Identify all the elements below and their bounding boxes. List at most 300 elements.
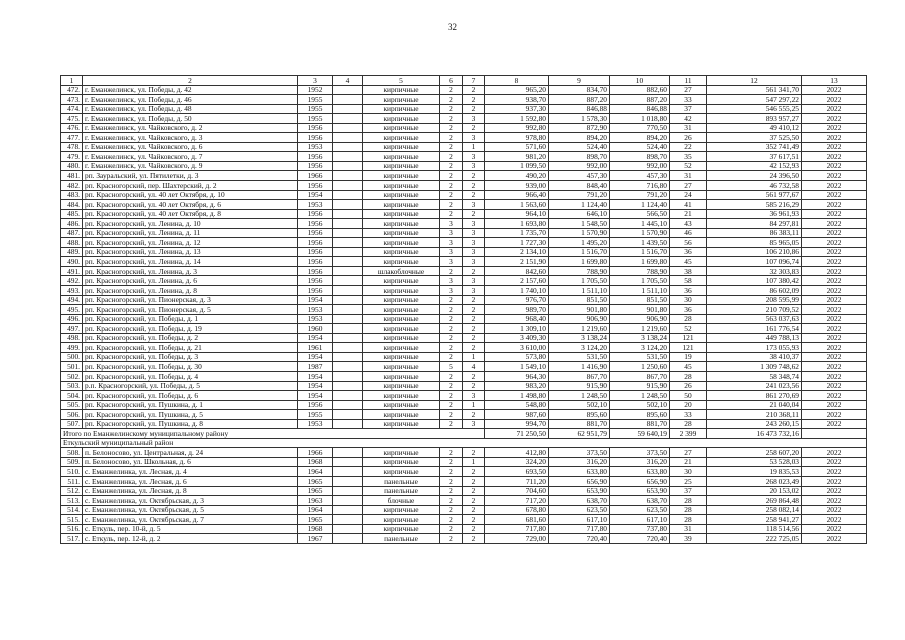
- cell-f: 3: [440, 228, 463, 238]
- cell-r: 25: [670, 476, 707, 486]
- cell-e: 2: [463, 314, 485, 324]
- cell-c: 258 941,27: [707, 515, 802, 525]
- cell-y: 1955: [298, 95, 333, 105]
- cell-w: кирпичные: [363, 257, 440, 267]
- cell-s1: 1 099,50: [485, 161, 549, 171]
- cell-f: 2: [440, 181, 463, 191]
- cell-a: рп. Красногорский, ул. Победы, д. 21: [83, 343, 298, 353]
- cell-h: [333, 419, 363, 429]
- cell-w: кирпичные: [363, 324, 440, 334]
- cell-s3: 1 018,80: [610, 114, 670, 124]
- cell-c: 86 383,11: [707, 228, 802, 238]
- cell-w: кирпичные: [363, 142, 440, 152]
- cell-a: г. Еманжелинск, ул. Победы, д. 46: [83, 95, 298, 105]
- table-row: [61, 400, 867, 410]
- cell-n: 491.: [61, 266, 83, 276]
- cell-n: 472.: [61, 85, 83, 95]
- cell-w: кирпичные: [363, 295, 440, 305]
- cell-c: 38 410,37: [707, 352, 802, 362]
- cell-f: 2: [440, 467, 463, 477]
- cell-yr: 2022: [802, 515, 867, 525]
- cell-s3: 906,90: [610, 314, 670, 324]
- cell-h: [333, 95, 363, 105]
- cell-s2: 915,90: [549, 381, 610, 391]
- cell-a: г. Еманжелинск, ул. Чайковского, д. 2: [83, 123, 298, 133]
- table-row: [61, 381, 867, 391]
- cell-f: 3: [440, 219, 463, 229]
- cell-yr: 2022: [802, 305, 867, 315]
- cell-a: рп. Красногорский, ул. Пушкина, д. 1: [83, 400, 298, 410]
- cell-h: [333, 305, 363, 315]
- cell-s2: 457,30: [549, 171, 610, 181]
- cell-w: кирпичные: [363, 410, 440, 420]
- cell-e: 2: [463, 333, 485, 343]
- total-empty: [802, 429, 867, 439]
- cell-w: кирпичные: [363, 305, 440, 315]
- cell-c: 269 864,48: [707, 496, 802, 506]
- cell-s3: 992,00: [610, 161, 670, 171]
- cell-e: 3: [463, 219, 485, 229]
- cell-f: 2: [440, 314, 463, 324]
- cell-w: кирпичные: [363, 419, 440, 429]
- cell-r: 28: [670, 505, 707, 515]
- cell-y: 1954: [298, 391, 333, 401]
- cell-yr: 2022: [802, 324, 867, 334]
- cell-n: 486.: [61, 219, 83, 229]
- cell-yr: 2022: [802, 352, 867, 362]
- cell-s3: 887,20: [610, 95, 670, 105]
- cell-e: 2: [463, 171, 485, 181]
- cell-h: [333, 152, 363, 162]
- cell-e: 2: [463, 295, 485, 305]
- table-row: [61, 161, 867, 171]
- cell-y: 1954: [298, 352, 333, 362]
- cell-e: 2: [463, 371, 485, 381]
- cell-e: 2: [463, 381, 485, 391]
- cell-a: р.п. Красногорский, ул. Победы, д. 5: [83, 381, 298, 391]
- cell-yr: 2022: [802, 419, 867, 429]
- table-row: [61, 515, 867, 525]
- cell-s1: 989,70: [485, 305, 549, 315]
- cell-r: 45: [670, 257, 707, 267]
- cell-w: кирпичные: [363, 219, 440, 229]
- cell-yr: 2022: [802, 133, 867, 143]
- cell-s2: 373,50: [549, 448, 610, 458]
- cell-r: 30: [670, 295, 707, 305]
- cell-y: 1956: [298, 266, 333, 276]
- cell-h: [333, 200, 363, 210]
- cell-n: 483.: [61, 190, 83, 200]
- cell-s2: 1 495,20: [549, 238, 610, 248]
- cell-f: 2: [440, 324, 463, 334]
- table-row: [61, 286, 867, 296]
- cell-n: 478.: [61, 142, 83, 152]
- cell-s1: 964,30: [485, 371, 549, 381]
- section-row: [61, 438, 867, 448]
- cell-h: [333, 286, 363, 296]
- cell-h: [333, 257, 363, 267]
- cell-r: 27: [670, 85, 707, 95]
- cell-e: 2: [463, 505, 485, 515]
- table-row: [61, 467, 867, 477]
- cell-h: [333, 457, 363, 467]
- cell-h: [333, 123, 363, 133]
- cell-w: кирпичные: [363, 352, 440, 362]
- cell-c: 19 835,53: [707, 467, 802, 477]
- cell-yr: 2022: [802, 85, 867, 95]
- cell-c: 85 965,05: [707, 238, 802, 248]
- cell-h: [333, 190, 363, 200]
- cell-s3: 1 705,50: [610, 276, 670, 286]
- table-row: [61, 343, 867, 353]
- cell-n: 504.: [61, 391, 83, 401]
- cell-f: 2: [440, 352, 463, 362]
- cell-s2: 316,20: [549, 457, 610, 467]
- cell-s3: 770,50: [610, 123, 670, 133]
- cell-s1: 976,70: [485, 295, 549, 305]
- cell-s3: 524,40: [610, 142, 670, 152]
- cell-y: 1953: [298, 419, 333, 429]
- cell-s2: 656,90: [549, 476, 610, 486]
- column-number: 11: [670, 76, 707, 86]
- cell-f: 2: [440, 486, 463, 496]
- cell-n: 509.: [61, 457, 83, 467]
- cell-w: кирпичные: [363, 133, 440, 143]
- cell-y: 1965: [298, 476, 333, 486]
- cell-n: 500.: [61, 352, 83, 362]
- cell-c: 222 725,05: [707, 534, 802, 544]
- cell-s2: 895,60: [549, 410, 610, 420]
- cell-yr: 2022: [802, 391, 867, 401]
- cell-s1: 573,80: [485, 352, 549, 362]
- cell-f: 2: [440, 515, 463, 525]
- cell-c: 893 957,27: [707, 114, 802, 124]
- cell-f: 3: [440, 257, 463, 267]
- cell-r: 30: [670, 467, 707, 477]
- cell-yr: 2022: [802, 95, 867, 105]
- cell-n: 474.: [61, 104, 83, 114]
- housing-register-table: [60, 75, 867, 544]
- cell-w: кирпичные: [363, 524, 440, 534]
- cell-a: рп. Красногорский, ул. Ленина, д. 14: [83, 257, 298, 267]
- cell-n: 473.: [61, 95, 83, 105]
- table-row: [61, 476, 867, 486]
- cell-n: 515.: [61, 515, 83, 525]
- cell-s3: 791,20: [610, 190, 670, 200]
- cell-f: 2: [440, 190, 463, 200]
- table-row: [61, 410, 867, 420]
- cell-yr: 2022: [802, 190, 867, 200]
- cell-r: 36: [670, 305, 707, 315]
- cell-s2: 617,10: [549, 515, 610, 525]
- cell-s3: 656,90: [610, 476, 670, 486]
- table-row: [61, 209, 867, 219]
- cell-c: 243 260,15: [707, 419, 802, 429]
- cell-s1: 717,80: [485, 524, 549, 534]
- cell-e: 2: [463, 486, 485, 496]
- cell-h: [333, 343, 363, 353]
- cell-s3: 502,10: [610, 400, 670, 410]
- cell-yr: 2022: [802, 381, 867, 391]
- cell-c: 107 380,42: [707, 276, 802, 286]
- cell-c: 53 528,03: [707, 457, 802, 467]
- cell-e: 2: [463, 266, 485, 276]
- cell-s1: 939,00: [485, 181, 549, 191]
- cell-w: кирпичные: [363, 200, 440, 210]
- cell-a: г. Еманжелинск, ул. Чайковского, д. 9: [83, 161, 298, 171]
- cell-a: с. Еманжелинка, ул. Октябрьская, д. 3: [83, 496, 298, 506]
- table-row: [61, 133, 867, 143]
- cell-h: [333, 295, 363, 305]
- column-number: 13: [802, 76, 867, 86]
- cell-r: 31: [670, 171, 707, 181]
- cell-f: 2: [440, 209, 463, 219]
- cell-s3: 881,70: [610, 419, 670, 429]
- cell-s3: 895,60: [610, 410, 670, 420]
- cell-e: 3: [463, 238, 485, 248]
- cell-yr: 2022: [802, 314, 867, 324]
- cell-s2: 788,90: [549, 266, 610, 276]
- table-row: [61, 228, 867, 238]
- cell-s1: 938,70: [485, 95, 549, 105]
- cell-a: рп. Красногорский, ул. Ленина, д. 8: [83, 286, 298, 296]
- cell-f: 2: [440, 505, 463, 515]
- cell-c: 210 709,52: [707, 305, 802, 315]
- cell-h: [333, 371, 363, 381]
- cell-f: 2: [440, 371, 463, 381]
- cell-a: п. Белоносово, ул. Школьная, д. 6: [83, 457, 298, 467]
- cell-r: 38: [670, 266, 707, 276]
- cell-yr: 2022: [802, 486, 867, 496]
- cell-f: 2: [440, 343, 463, 353]
- cell-c: 49 410,12: [707, 123, 802, 133]
- cell-c: 24 396,50: [707, 171, 802, 181]
- cell-h: [333, 238, 363, 248]
- cell-r: 121: [670, 343, 707, 353]
- cell-c: 208 595,99: [707, 295, 802, 305]
- cell-yr: 2022: [802, 238, 867, 248]
- cell-yr: 2022: [802, 496, 867, 506]
- cell-s2: 653,90: [549, 486, 610, 496]
- table-row: [61, 314, 867, 324]
- cell-y: 1956: [298, 238, 333, 248]
- cell-w: кирпичные: [363, 467, 440, 477]
- cell-y: 1956: [298, 133, 333, 143]
- cell-a: с. Еманжелинка, ул. Лесная, д. 4: [83, 467, 298, 477]
- cell-y: 1987: [298, 362, 333, 372]
- table-row: [61, 496, 867, 506]
- table-row: [61, 200, 867, 210]
- cell-c: 268 023,49: [707, 476, 802, 486]
- cell-s3: 3 124,20: [610, 343, 670, 353]
- cell-s2: 906,90: [549, 314, 610, 324]
- cell-s2: 717,80: [549, 524, 610, 534]
- cell-e: 3: [463, 200, 485, 210]
- cell-yr: 2022: [802, 457, 867, 467]
- cell-a: рп. Красногорский, ул. 40 лет Октября, д. 8: [83, 209, 298, 219]
- cell-r: 52: [670, 161, 707, 171]
- cell-a: рп. Красногорский, ул. Победы, д. 4: [83, 371, 298, 381]
- cell-w: кирпичные: [363, 371, 440, 381]
- table-row: [61, 247, 867, 257]
- cell-f: 5: [440, 362, 463, 372]
- table-row: [61, 486, 867, 496]
- cell-c: 106 210,86: [707, 247, 802, 257]
- cell-f: 2: [440, 448, 463, 458]
- cell-n: 503.: [61, 381, 83, 391]
- total-s1: 71 250,50: [485, 429, 549, 439]
- cell-w: кирпичные: [363, 505, 440, 515]
- cell-yr: 2022: [802, 104, 867, 114]
- cell-f: 2: [440, 410, 463, 420]
- cell-w: кирпичные: [363, 448, 440, 458]
- cell-a: рп. Красногорский, ул. Победы, д. 2: [83, 333, 298, 343]
- cell-a: с. Еманжелинка, ул. Лесная, д. 8: [83, 486, 298, 496]
- total-label: Итого по Еманжелинскому муниципальному району: [61, 429, 485, 439]
- cell-c: 546 555,25: [707, 104, 802, 114]
- cell-c: 37 525,50: [707, 133, 802, 143]
- cell-s2: 1 219,60: [549, 324, 610, 334]
- cell-h: [333, 276, 363, 286]
- cell-s3: 737,80: [610, 524, 670, 534]
- cell-a: рп. Красногорский, ул. Победы, д. 30: [83, 362, 298, 372]
- cell-h: [333, 266, 363, 276]
- cell-f: 2: [440, 400, 463, 410]
- cell-w: шлакоблочные: [363, 266, 440, 276]
- cell-n: 501.: [61, 362, 83, 372]
- cell-n: 480.: [61, 161, 83, 171]
- table-row: [61, 524, 867, 534]
- cell-e: 2: [463, 209, 485, 219]
- cell-r: 37: [670, 486, 707, 496]
- cell-e: 3: [463, 391, 485, 401]
- table-row: [61, 333, 867, 343]
- cell-yr: 2022: [802, 467, 867, 477]
- table-row: [61, 257, 867, 267]
- cell-s1: 711,20: [485, 476, 549, 486]
- cell-s2: 1 699,80: [549, 257, 610, 267]
- cell-n: 487.: [61, 228, 83, 238]
- cell-f: 2: [440, 295, 463, 305]
- table-row: [61, 219, 867, 229]
- cell-r: 50: [670, 391, 707, 401]
- cell-f: 2: [440, 142, 463, 152]
- cell-n: 481.: [61, 171, 83, 181]
- cell-n: 497.: [61, 324, 83, 334]
- cell-c: 37 617,51: [707, 152, 802, 162]
- cell-c: 42 152,93: [707, 161, 802, 171]
- cell-yr: 2022: [802, 209, 867, 219]
- cell-a: рп. Красногорский, ул. Ленина, д. 11: [83, 228, 298, 238]
- cell-s3: 457,30: [610, 171, 670, 181]
- cell-c: 36 961,93: [707, 209, 802, 219]
- cell-yr: 2022: [802, 266, 867, 276]
- table-row: [61, 85, 867, 95]
- cell-e: 2: [463, 305, 485, 315]
- cell-yr: 2022: [802, 534, 867, 544]
- cell-s1: 842,60: [485, 266, 549, 276]
- cell-n: 484.: [61, 200, 83, 210]
- cell-h: [333, 333, 363, 343]
- cell-h: [333, 496, 363, 506]
- cell-f: 3: [440, 276, 463, 286]
- cell-c: 258 082,14: [707, 505, 802, 515]
- cell-y: 1965: [298, 515, 333, 525]
- cell-s3: 788,90: [610, 266, 670, 276]
- cell-yr: 2022: [802, 276, 867, 286]
- table-row: [61, 295, 867, 305]
- cell-e: 2: [463, 410, 485, 420]
- cell-yr: 2022: [802, 505, 867, 515]
- cell-y: 1956: [298, 209, 333, 219]
- cell-s3: 633,80: [610, 467, 670, 477]
- cell-s2: 846,88: [549, 104, 610, 114]
- table-row: [61, 505, 867, 515]
- cell-n: 475.: [61, 114, 83, 124]
- cell-f: 2: [440, 95, 463, 105]
- cell-y: 1966: [298, 171, 333, 181]
- cell-f: 2: [440, 161, 463, 171]
- cell-s1: 3 409,30: [485, 333, 549, 343]
- table-row: [61, 190, 867, 200]
- cell-a: п. Белоносово, ул. Центральная, д. 24: [83, 448, 298, 458]
- cell-s1: 1 549,10: [485, 362, 549, 372]
- cell-n: 513.: [61, 496, 83, 506]
- cell-s2: 1 124,40: [549, 200, 610, 210]
- table-row: [61, 324, 867, 334]
- cell-s1: 1 727,30: [485, 238, 549, 248]
- cell-e: 2: [463, 524, 485, 534]
- cell-e: 3: [463, 276, 485, 286]
- cell-y: 1966: [298, 448, 333, 458]
- cell-y: 1953: [298, 142, 333, 152]
- cell-c: 58 348,74: [707, 371, 802, 381]
- cell-y: 1954: [298, 371, 333, 381]
- cell-yr: 2022: [802, 371, 867, 381]
- cell-a: рп. Красногорский, ул. Ленина, д. 12: [83, 238, 298, 248]
- cell-w: кирпичные: [363, 95, 440, 105]
- cell-f: 2: [440, 171, 463, 181]
- cell-h: [333, 314, 363, 324]
- cell-f: 2: [440, 381, 463, 391]
- cell-e: 2: [463, 181, 485, 191]
- cell-c: 547 297,22: [707, 95, 802, 105]
- cell-w: кирпичные: [363, 161, 440, 171]
- cell-s3: 1 250,60: [610, 362, 670, 372]
- cell-yr: 2022: [802, 257, 867, 267]
- cell-s3: 1 511,10: [610, 286, 670, 296]
- cell-n: 477.: [61, 133, 83, 143]
- cell-y: 1956: [298, 286, 333, 296]
- column-number: 2: [83, 76, 298, 86]
- cell-r: 33: [670, 95, 707, 105]
- cell-r: 35: [670, 152, 707, 162]
- cell-n: 511.: [61, 476, 83, 486]
- cell-r: 42: [670, 114, 707, 124]
- cell-yr: 2022: [802, 114, 867, 124]
- cell-yr: 2022: [802, 400, 867, 410]
- cell-h: [333, 410, 363, 420]
- cell-w: кирпичные: [363, 343, 440, 353]
- table-row: [61, 362, 867, 372]
- cell-w: кирпичные: [363, 362, 440, 372]
- cell-yr: 2022: [802, 171, 867, 181]
- cell-e: 3: [463, 152, 485, 162]
- cell-f: 2: [440, 476, 463, 486]
- cell-e: 3: [463, 247, 485, 257]
- cell-yr: 2022: [802, 181, 867, 191]
- cell-w: кирпичные: [363, 515, 440, 525]
